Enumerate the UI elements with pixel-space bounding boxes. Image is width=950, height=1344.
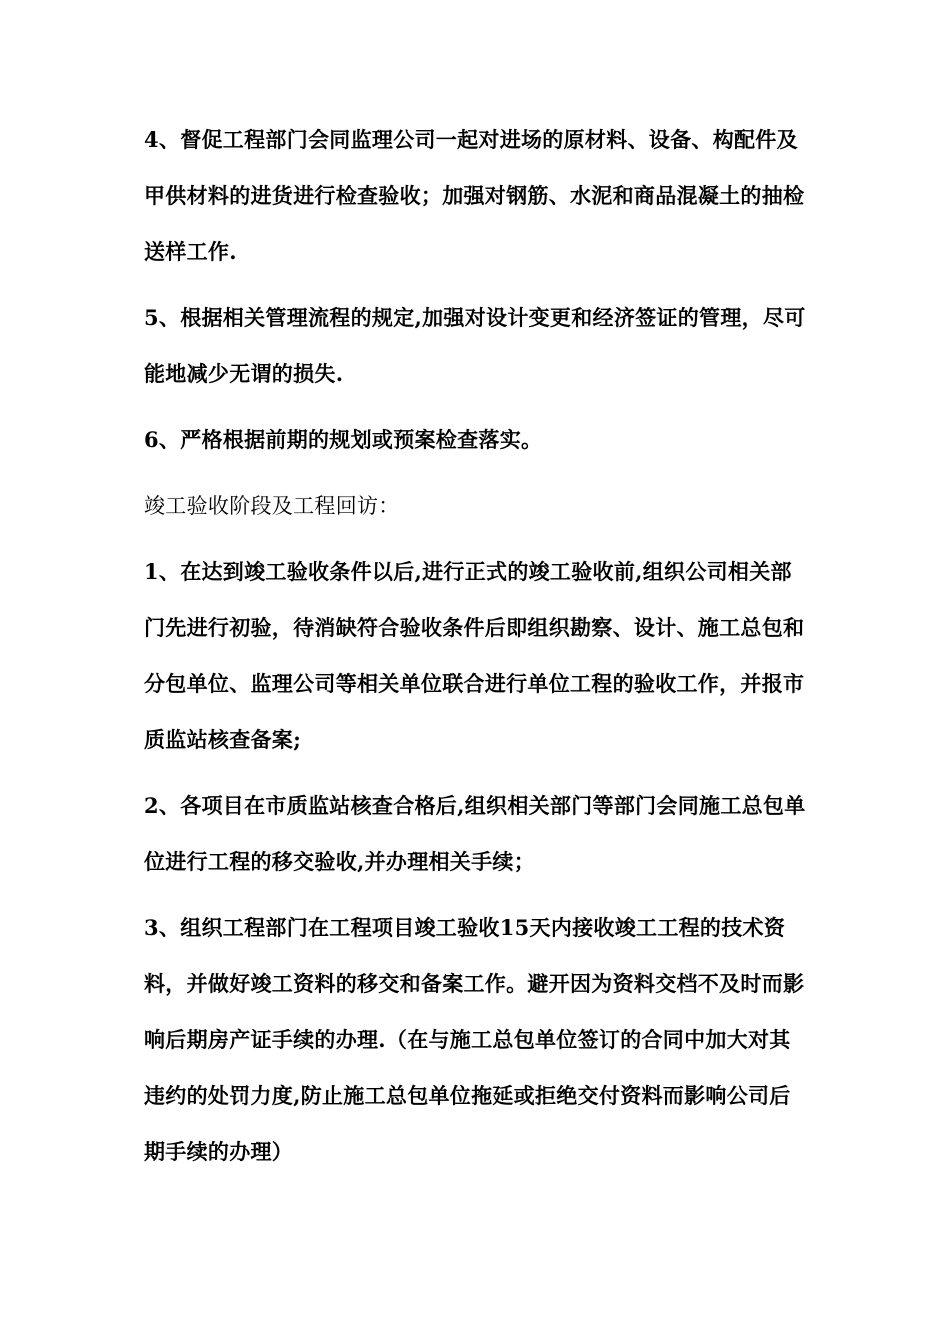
section-heading: 竣工验收阶段及工程回访： [144,494,400,518]
document-body [144,112,810,1190]
paragraph-item-1: 1、在达到竣工验收条件以后,进行正式的竣工验收前,组织公司相关部门先进行初验，待消缺符合验收条件后即组织勘察、设计、施工总包和分包单位、监理公司等相关单位联合进行单位工程的验收工作，并报市质监站核查备案; [144,559,805,752]
paragraph-item-5: 5、根据相关管理流程的规定,加强对设计变更和经济签证的管理，尽可能地减少无谓的损失. [144,305,806,386]
paragraph-item-4: 4、督促工程部门会同监理公司一起对进场的原材料、设备、构配件及甲供材料的进货进行检查验收；加强对钢筋、水泥和商品混凝土的抽检送样工作. [144,127,805,264]
paragraph-item-6: 6、严格根据前期的规划或预案检查落实。 [144,427,543,452]
paragraph-item-2: 2、各项目在市质监站核查合格后,组织相关部门等部门会同施工总包单位进行工程的移交验收,并办理相关手续； [144,793,806,874]
paragraph-item-3: 3、组织工程部门在工程项目竣工验收15天内接收竣工工程的技术资料，并做好竣工资料的移交和备案工作。避开因为资料交档不及时而影响后期房产证手续的办理.（在与施工总包单位签订的合同中加大对其违约的处罚力度,防止施工总包单位拖延或拒绝交付资料而影响公司后期手续的办理） [144,915,805,1164]
